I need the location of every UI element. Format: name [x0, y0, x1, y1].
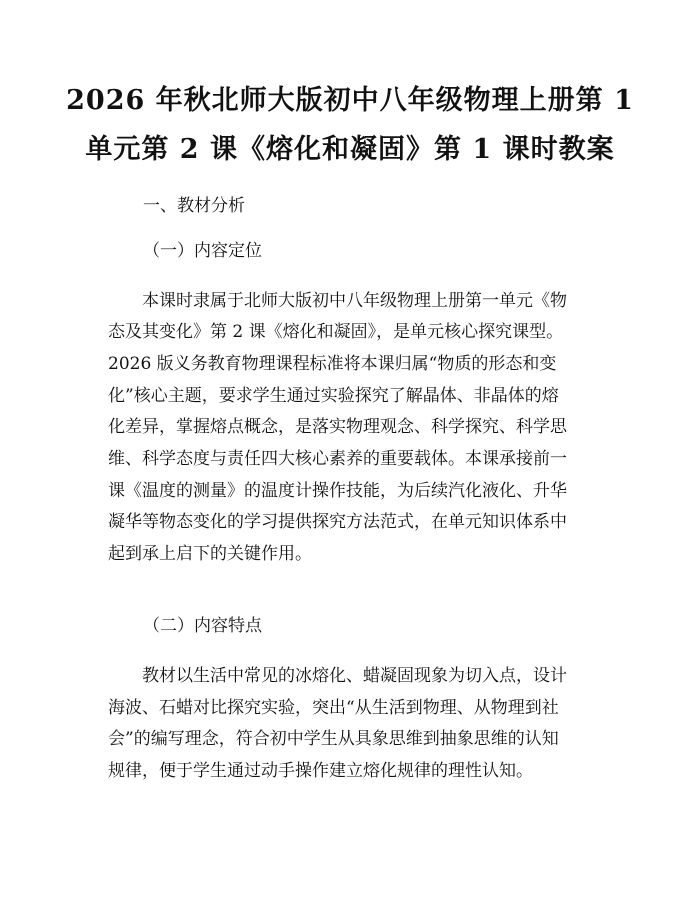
paragraph-1-line: 2026 版义务教育物理课程标准将本课归属“物质的形态和变: [108, 354, 557, 374]
title-line-2: 单元第 2 课《熔化和凝固》第 1 课时教案: [85, 134, 615, 165]
paragraph-2-line: 会”的编写理念，符合初中学生从具象思维到抽象思维的认知: [108, 729, 559, 749]
paragraph-2-line: 规律，便于学生通过动手操作建立熔化规律的理性认知。: [108, 761, 533, 781]
paragraph-1-line: 课《温度的测量》的温度计操作技能，为后续汽化液化、升华: [108, 481, 567, 501]
paragraph-1-line: 凝华等物态变化的学习提供探究方法范式，在单元知识体系中: [108, 512, 567, 532]
paragraph-1-line: 维、科学态度与责任四大核心素养的重要载体。本课承接前一: [108, 449, 567, 469]
subsection-heading-1: （一）内容定位: [143, 241, 262, 261]
paragraph-1-line: 态及其变化》第 2 课《熔化和凝固》，是单元核心探究课型。: [108, 322, 564, 342]
paragraph-1-line: 本课时隶属于北师大版初中八年级物理上册第一单元《物: [108, 291, 567, 311]
section-heading: 一、教材分析: [143, 196, 245, 216]
subsection-heading-2: （二）内容特点: [143, 616, 262, 636]
paragraph-2-line: 海波、石蜡对比探究实验，突出“从生活到物理、从物理到社: [108, 698, 559, 718]
paragraph-1-line: 化差异，掌握熔点概念，是落实物理观念、科学探究、科学思: [108, 417, 567, 437]
paragraph-1-line: 化”核心主题，要求学生通过实验探究了解晶体、非晶体的熔: [108, 386, 559, 406]
paragraph-1-line: 起到承上启下的关键作用。: [108, 544, 312, 564]
paragraph-2-line: 教材以生活中常见的冰熔化、蜡凝固现象为切入点，设计: [108, 666, 567, 686]
title-line-1: 2026 年秋北师大版初中八年级物理上册第 1: [66, 85, 634, 116]
